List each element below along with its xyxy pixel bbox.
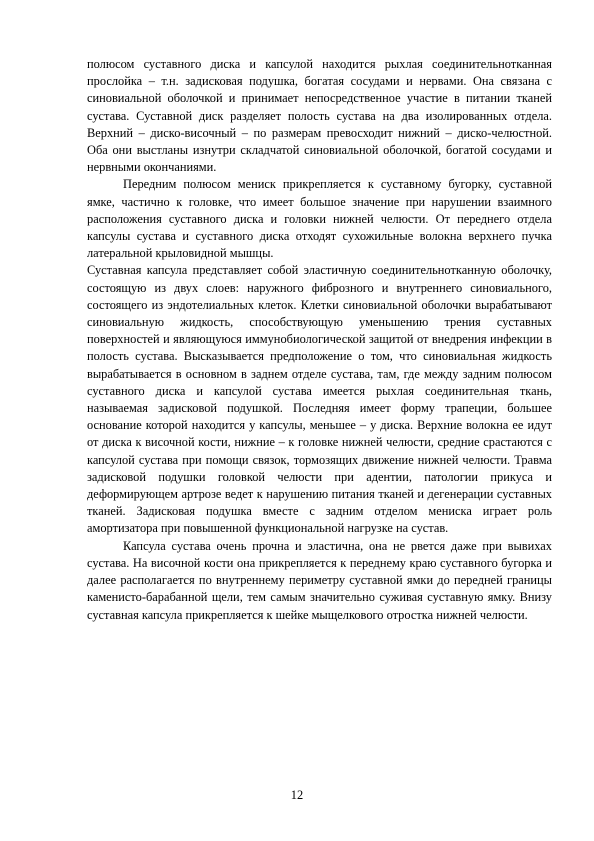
page-number: 12	[290, 788, 304, 802]
paragraph-joint-capsule: Суставная капсула представляет собой эластичную соединительнотканную оболочку, состоящую из двух слоев: наружного фиброзного и внутреннего синовиального, состоящего из эндотелиальных клеток. Клетки синовиальной оболочки вырабатывают синовиальную жидкость, способствующую уменьшению трения суставных поверхностей и являющуюся иммунобиологической защитой от внедрения инфекции в полость сустава. Высказывается предположение о том, что синовиальная жидкость вырабатывается в основном в заднем отделе сустава, там, где между задним полюсом суставного диска и капсулой сустава имеется рыхлая соединительная ткань, называемая задисковой подушкой. Последняя имеет форму трапеции, большее основание которой находится у капсулы, меньшее – у диска. Верхние волокна ее идут от диска к височной кости, нижние – к головке нижней челюсти, средние срастаются с капсулой сустава при помощи связок, тормозящих движение нижней челюсти. Травма задисковой подушки головкой челюсти при адентии, патологии прикуса и деформирующем артрозе ведет к нарушению питания тканей и дегенерации суставных тканей. Задисковая подушка вместе с задним отделом мениска играет роль амортизатора при повышенной функциональной нагрузке на сустав.	[87, 263, 552, 536]
body-text	[87, 56, 552, 624]
paragraph-meniscus-attachment: Передним полюсом мениск прикрепляется к суставному бугорку, суставной ямке, частично к головке, что имеет большое значение при нарушении взаимного расположения суставного диска и головки нижней челюсти. От переднего отдела капсулы сустава и суставного диска отходят сухожильные волокна верхнего пучка латеральной крыловидной мышцы.	[87, 177, 552, 261]
paragraph-continuation: полюсом суставного диска и капсулой находится рыхлая соединительнотканная прослойка – т.н. задисковая подушка, богатая сосудами и нервами. Она связана с синовиальной оболочкой и принимает непосредственное участие в питании тканей сустава. Суставной диск разделяет полость сустава на два изолированных отдела. Верхний – диско-височный – по размерам превосходит нижний – диско-челюстной. Оба они выстланы изнутри складчатой синовиальной оболочкой, богатой сосудами и нервными окончаниями.	[87, 57, 552, 175]
paragraph-capsule-strength: Капсула сустава очень прочна и эластична, она не рвется даже при вывихах сустава. На височной кости она прикрепляется к переднему краю суставного бугорка и далее располагается по внутреннему периметру суставной ямки до передней границы каменисто-барабанной щели, тем самым значительно суживая суставную ямку. Внизу суставная капсула прикрепляется к шейке мыщелкового отростка нижней челюсти.	[87, 538, 552, 622]
